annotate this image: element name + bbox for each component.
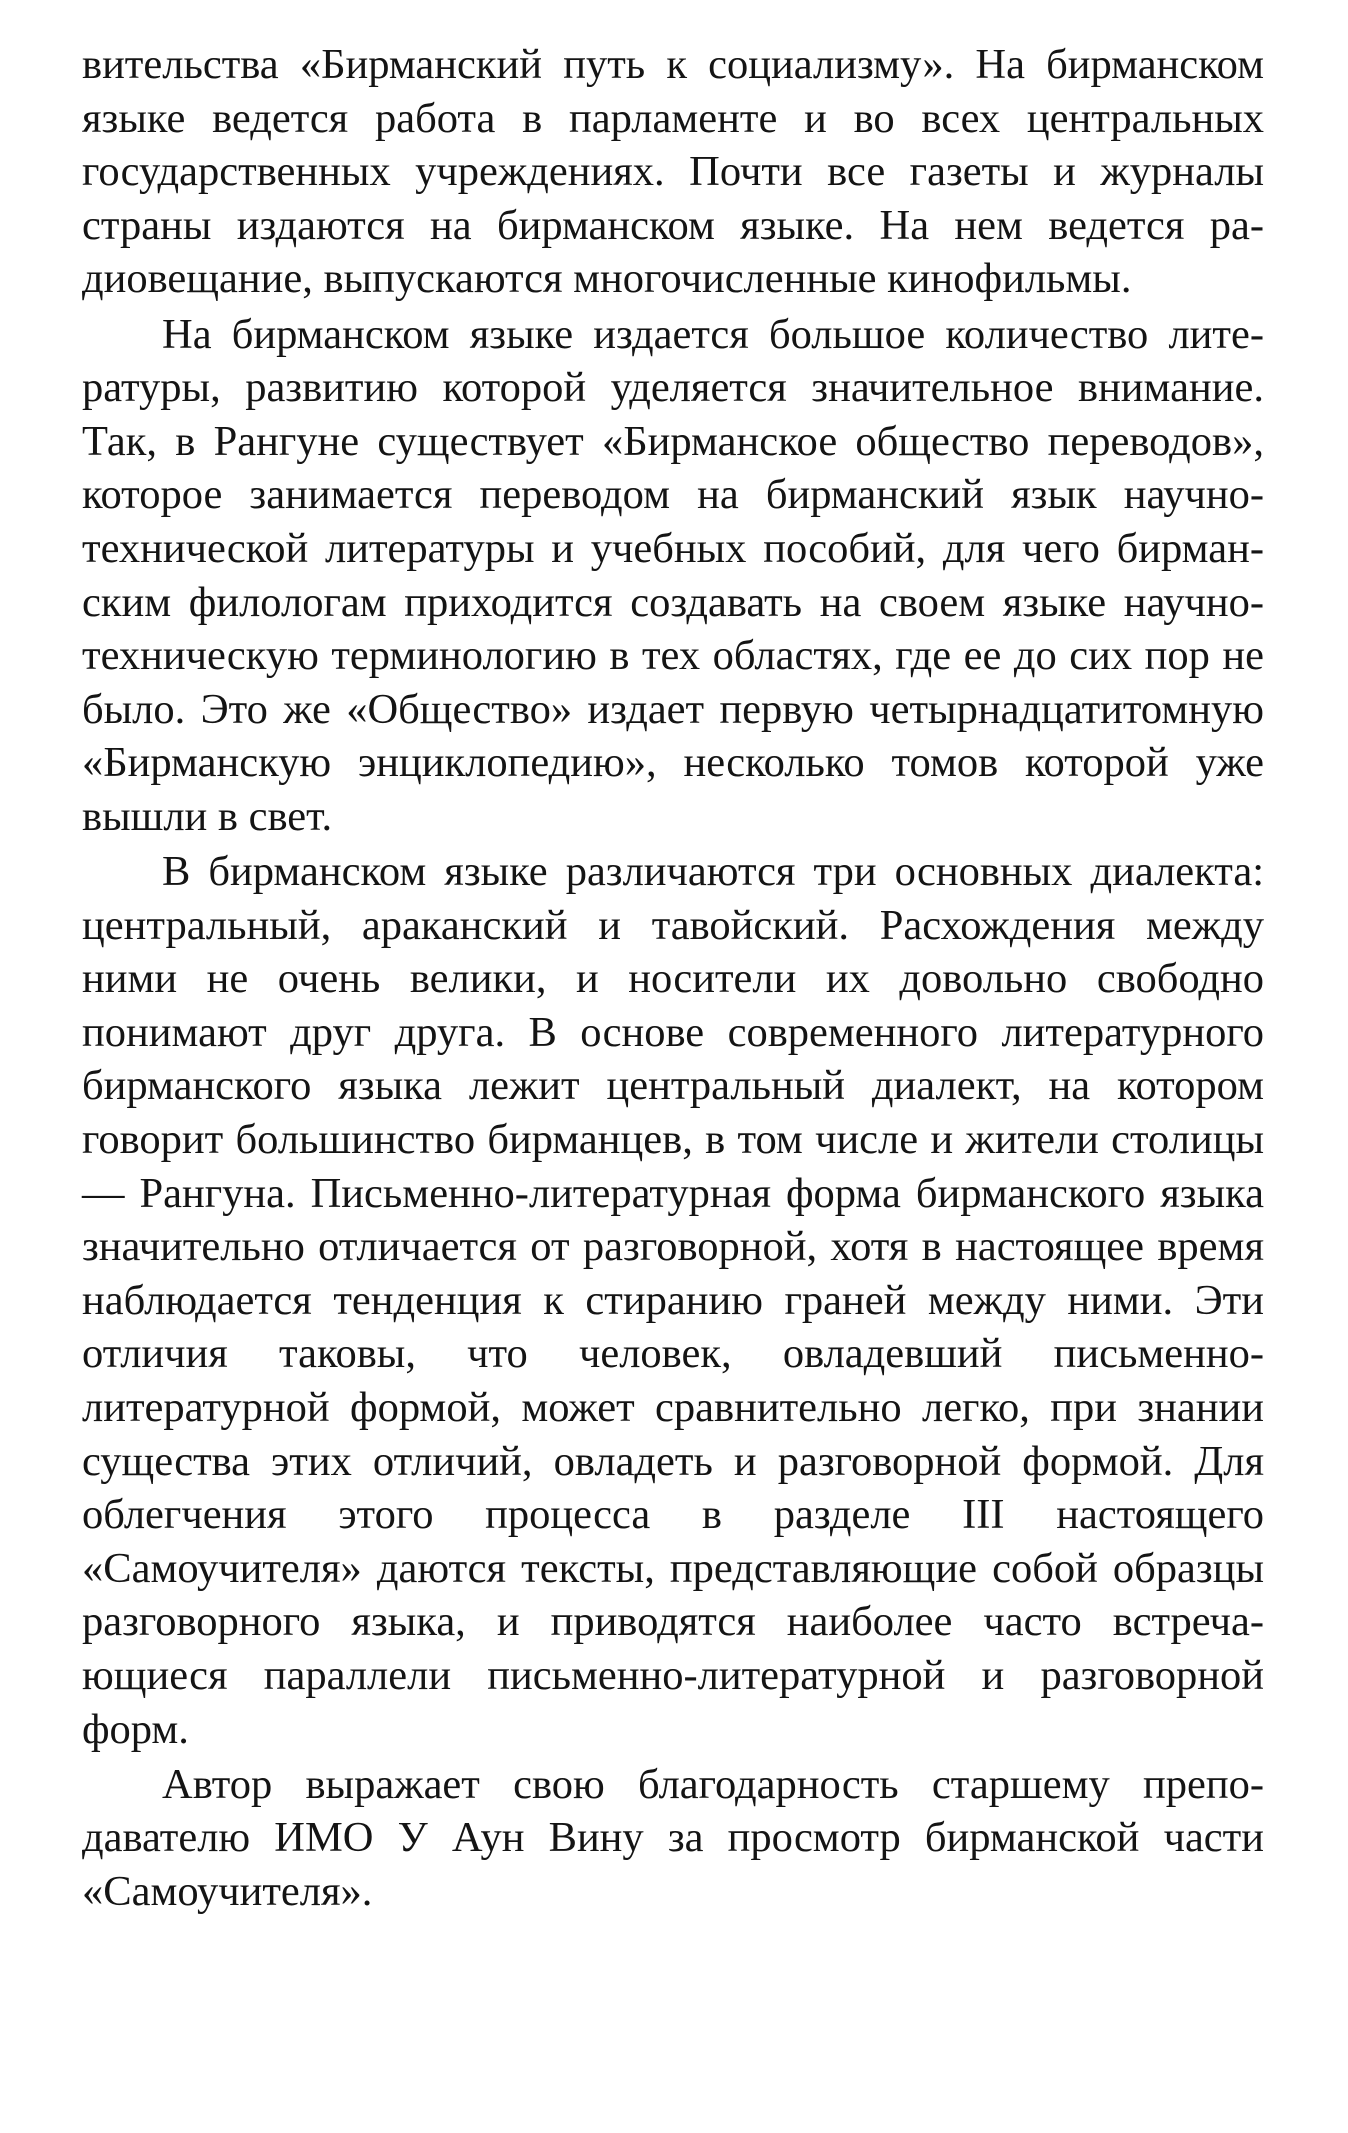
paragraph-literature: На бирманском языке издается большое количество литературы, развитию которой уделяется значительное внимание. Так, в Рангуне существует «Бирманское общество переводов», которое занимается переводом на бирманский язык научно-технической литературы и учебных пособий, для чего бирманским филологам приходится создавать на своем языке научно-техническую терминологию в тех областях, где ее до сих пор не было. Это же «Общество» издает первую четырнадцатитомную «Бирманскую энциклопедию», несколько томов которой уже вышли в свет. bbox=[82, 310, 1264, 840]
document-page bbox=[82, 38, 1264, 1920]
paragraph-acknowledgment: Автор выражает свою благодарность старшему преподавателю ИМО У Аун Вину за просмотр бирманской части «Самоучителя». bbox=[82, 1760, 1264, 1915]
paragraph-continuation: вительства «Бирманский путь к социализму». На бирманском языке ведется работа в парламенте и во всех центральных государственных учреждениях. Почти все газеты и журналы страны издаются на бирманском языке. На нем ведется радиовещание, выпускаются многочисленные кинофильмы. bbox=[82, 41, 1264, 303]
paragraph-dialects: В бирманском языке различаются три основных диалекта: центральный, араканский и тавойский. Расхождения между ними не очень велики, и носители их довольно свободно понимают друг друга. В основе современного литературного бирманского языка лежит центральный диалект, на котором говорит большинство бирманцев, в том числе и жители столицы — Рангуна. Письменно-литературная форма бирманского языка значительно отличается от разговорной, хотя в настоящее время наблюдается тенденция к стиранию граней между ними. Эти отличия таковы, что человек, овладевший письменно-литературной формой, может сравнительно легко, при знании существа этих отличий, овладеть и разговорной формой. Для облегчения этого процесса в разделе III настоящего «Самоучителя» даются тексты, представляющие собой образцы разговорного языка, и приводятся наиболее часто встречающиеся параллели письменно-литературной и разговорной форм. bbox=[82, 848, 1264, 1753]
